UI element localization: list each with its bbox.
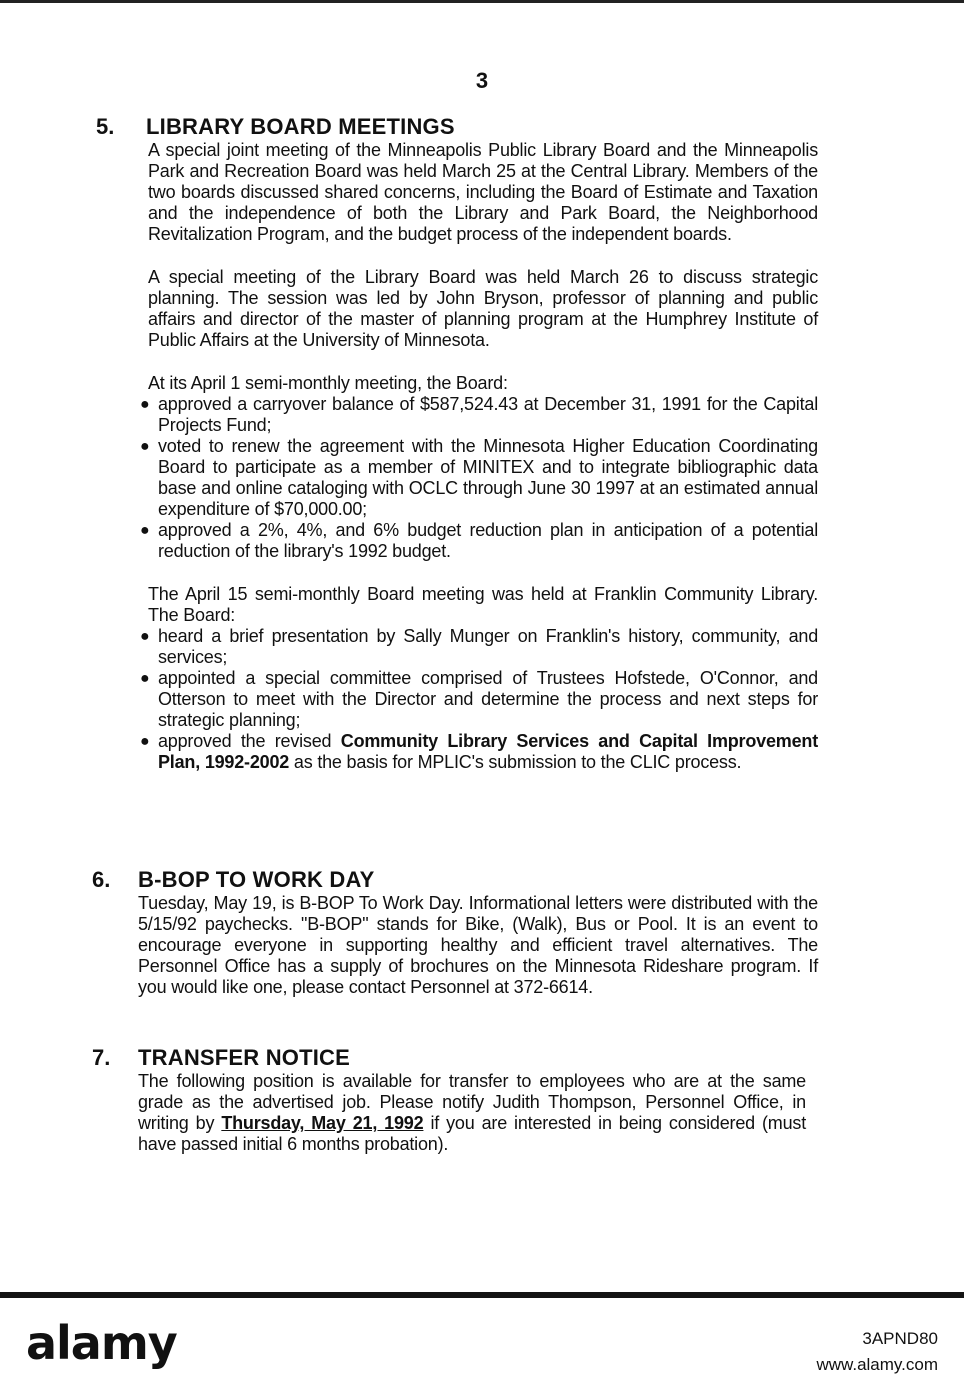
section-number: 7. [92,1045,111,1070]
paragraph-april15-intro: The April 15 semi-monthly Board meeting was held at Franklin Community Library. The Board: [148,584,818,625]
april15-bullet-list [140,626,818,773]
section-body [138,893,818,998]
deadline-date: Thursday, May 21, 1992 [221,1113,424,1133]
paragraph-transfer [138,1071,806,1155]
section-number: 6. [92,867,111,892]
section-title: LIBRARY BOARD MEETINGS [146,114,455,139]
bullet-icon: ● [140,438,150,455]
stock-image-info [816,1326,938,1378]
top-rule [0,0,964,3]
paragraph-april1-intro: At its April 1 semi-monthly meeting, the Board: [148,373,508,393]
section-transfer-notice [92,1045,806,1177]
list-item [138,520,818,562]
section-heading [96,114,818,140]
paragraph-bbop: Tuesday, May 19, is B-BOP To Work Day. Informational letters were distributed with the 5/15/92 paychecks. "B-BOP" stands for Bike, (Walk), Bus or Pool. It is an event to encourage everyone in supporting healthy and efficient travel alternatives. The Personnel Office has a supply of brochures on the Minnesota Rideshare program. If you would like one, please contact Personnel at 372-6614. [138,893,818,997]
list-item-text: heard a brief presentation by Sally Munger on Franklin's history, community, and services; [158,626,818,667]
list-item [138,626,818,668]
paragraph-joint-meeting: A special joint meeting of the Minneapolis Public Library Board and the Minneapolis Park and Recreation Board was held March 25 at the Central Library. Members of the two boards discussed shared concerns, including the Board of Estimate and Taxation and the independence of both the Library and Park Board, the Neighborhood Revitalization Program, and the budget process of the independent boards. [148,140,818,244]
bullet-icon: ● [140,670,150,687]
section-number: 5. [96,114,115,139]
list-item [138,436,818,520]
alamy-logo: alamy [26,1316,177,1370]
section-bbop-to-work-day [92,867,818,1020]
section-library-board-meetings [96,114,818,795]
page-number: 3 [475,68,489,93]
transfer-text-after: if you are interested in being considered (must have passed initial 6 months probation). [138,1113,807,1154]
stock-watermark-footer [0,1292,964,1396]
list-item-text: appointed a special committee comprised of Trustees Hofstede, O'Connor, and Otterson to meet with the Director and determine the process and next steps for strategic planning; [158,668,818,730]
list-item-text: voted to renew the agreement with the Minnesota Higher Education Coordinating Board to participate as a member of MINITEX and to integrate bibliographic data base and online cataloging with OCLC through June 30 1997 at an estimated annual expenditure of $70,000.00; [158,436,818,519]
list-item [138,394,818,436]
list-item-text-prefix: approved the revised [158,731,341,751]
section-title: B-BOP TO WORK DAY [138,867,375,892]
bullet-icon: ● [140,733,150,750]
site-url: www.alamy.com [816,1355,938,1374]
bullet-icon: ● [140,396,150,413]
section-body [138,1071,806,1155]
plan-title: Community Library Services and Capital Improvement Plan, 1992-2002 [158,731,818,772]
bullet-icon: ● [140,628,150,645]
list-item-text-suffix: as the basis for MPLIC's submission to the CLIC process. [289,752,742,772]
list-item-text: approved a 2%, 4%, and 6% budget reduction plan in anticipation of a potential reduction of the library's 1992 budget. [158,520,818,561]
list-item-text: approved a carryover balance of $587,524.43 at December 31, 1991 for the Capital Projects Fund; [158,394,818,435]
section-heading [92,1045,806,1071]
april1-bullet-list [140,394,818,562]
image-id: 3APND80 [862,1329,938,1348]
section-title: TRANSFER NOTICE [138,1045,350,1070]
transfer-text-before: The following position is available for transfer to employees who are at the same grade as the advertised job. Please notify Judith Thompson, Personnel Office, in writing by [138,1071,806,1133]
section-heading [92,867,818,893]
paragraph-strategic-planning: A special meeting of the Library Board was held March 26 to discuss strategic planning. The session was led by John Bryson, professor of planning and public affairs and director of the master of planning program at the Humphrey Institute of Public Affairs at the University of Minnesota. [148,267,818,350]
list-item [138,668,818,731]
section-body [140,140,818,773]
bullet-icon: ● [140,522,150,539]
list-item [138,731,818,773]
